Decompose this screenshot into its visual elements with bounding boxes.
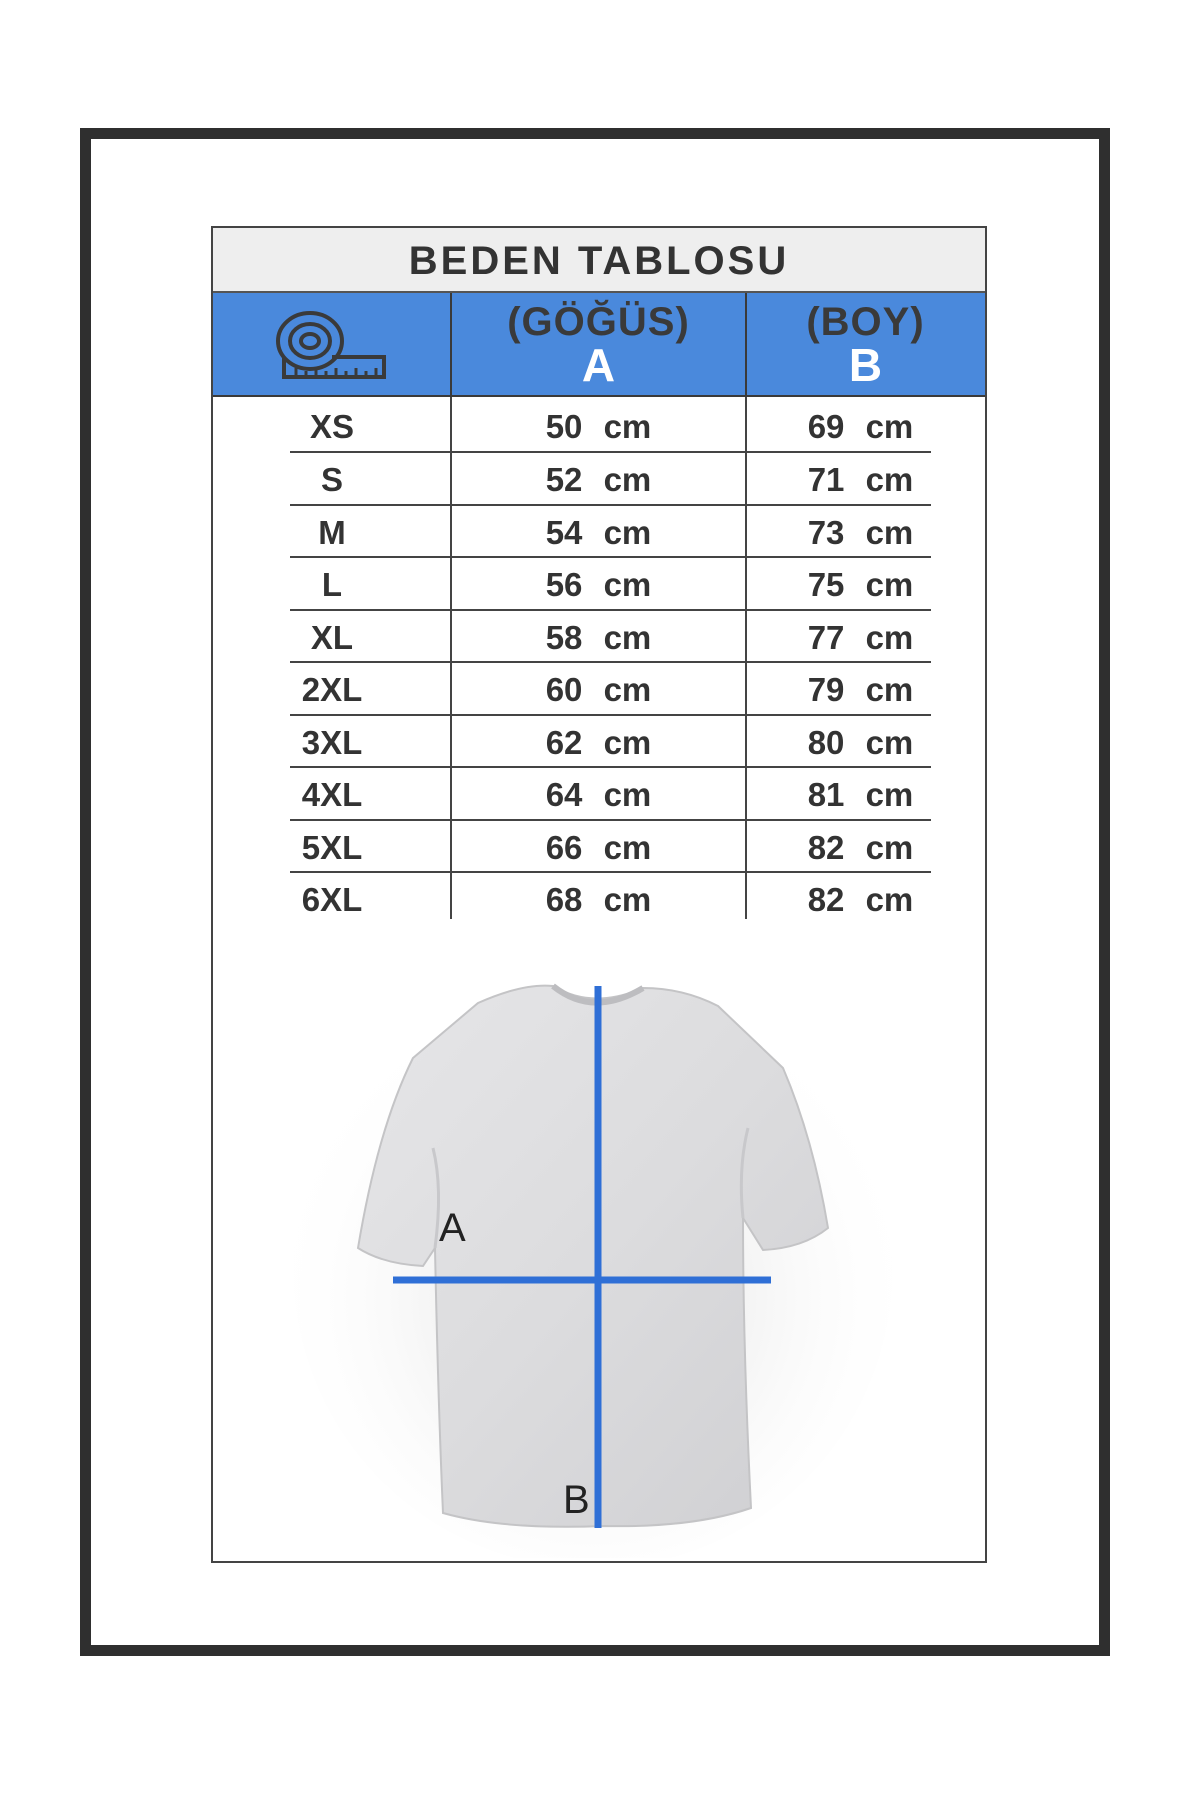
size-cell: S bbox=[320, 461, 343, 498]
chest-cell: 56 cm bbox=[545, 566, 652, 603]
size-cell: XL bbox=[310, 619, 354, 656]
length-letter: B bbox=[848, 339, 883, 391]
chest-cell: 66 cm bbox=[545, 829, 652, 866]
header-icon-cell bbox=[213, 293, 451, 395]
tshirt-illustration bbox=[273, 948, 913, 1558]
length-label: (BOY) bbox=[806, 300, 925, 344]
chart-title: BEDEN TABLOSU bbox=[213, 228, 985, 293]
table-row bbox=[213, 872, 985, 924]
length-cell: 81 cm bbox=[807, 776, 914, 813]
length-cell: 82 cm bbox=[807, 881, 914, 918]
chest-label: (GÖĞÜS) bbox=[507, 300, 690, 344]
chest-cell: 54 cm bbox=[545, 514, 652, 551]
header-divider-2 bbox=[745, 293, 747, 395]
size-cell: XS bbox=[309, 408, 355, 445]
table-row bbox=[213, 452, 985, 504]
chest-cell: 68 cm bbox=[545, 881, 652, 918]
length-cell: 71 cm bbox=[807, 461, 914, 498]
tshirt-diagram bbox=[273, 948, 913, 1558]
chest-cell: 64 cm bbox=[545, 776, 652, 813]
length-cell: 69 cm bbox=[807, 408, 914, 445]
table-row bbox=[213, 662, 985, 714]
chest-cell: 58 cm bbox=[545, 619, 652, 656]
size-chart-card bbox=[211, 226, 987, 1563]
size-cell: L bbox=[321, 566, 343, 603]
length-cell: 80 cm bbox=[807, 724, 914, 761]
chest-letter: A bbox=[581, 339, 616, 391]
chest-cell: 50 cm bbox=[545, 408, 652, 445]
table-row bbox=[213, 767, 985, 819]
header-length-cell bbox=[746, 293, 985, 395]
table-row bbox=[213, 610, 985, 662]
measure-label-b: B bbox=[563, 1478, 590, 1522]
measuring-tape-icon bbox=[272, 305, 392, 385]
size-cell: 6XL bbox=[301, 881, 363, 918]
length-cell: 73 cm bbox=[807, 514, 914, 551]
table-row bbox=[213, 557, 985, 609]
table-row bbox=[213, 820, 985, 872]
length-cell: 79 cm bbox=[807, 671, 914, 708]
length-cell: 75 cm bbox=[807, 566, 914, 603]
header-chest-cell bbox=[451, 293, 746, 395]
size-cell: 3XL bbox=[301, 724, 363, 761]
table-row bbox=[213, 715, 985, 767]
size-cell: 2XL bbox=[301, 671, 363, 708]
chest-cell: 52 cm bbox=[545, 461, 652, 498]
size-cell: M bbox=[318, 514, 346, 551]
header-row bbox=[213, 293, 985, 397]
header-divider-1 bbox=[450, 293, 452, 395]
table-row bbox=[213, 399, 985, 451]
table-row bbox=[213, 505, 985, 557]
size-cell: 4XL bbox=[301, 776, 363, 813]
chest-cell: 62 cm bbox=[545, 724, 652, 761]
size-cell: 5XL bbox=[301, 829, 363, 866]
length-cell: 77 cm bbox=[807, 619, 914, 656]
length-cell: 82 cm bbox=[807, 829, 914, 866]
chest-cell: 60 cm bbox=[545, 671, 652, 708]
measure-label-a: A bbox=[439, 1206, 466, 1250]
